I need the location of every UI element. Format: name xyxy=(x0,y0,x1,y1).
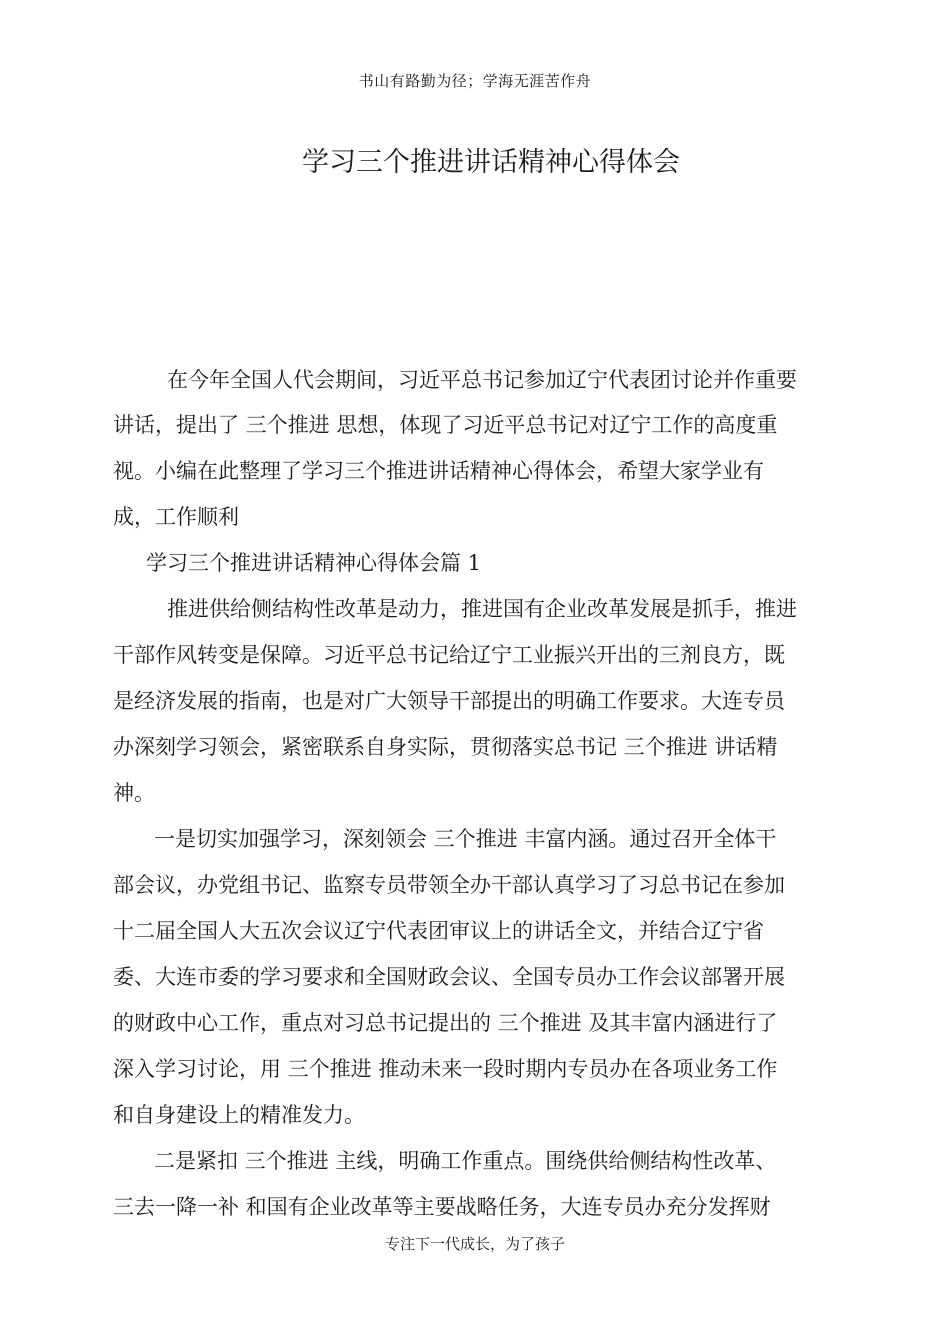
page-header-motto: 书山有路勤为径；学海无涯苦作舟 xyxy=(358,72,592,90)
body-line: 十二届全国人大五次会议辽宁代表团审议上的讲话全文，并结合辽宁省 xyxy=(113,919,764,943)
body-line: 一是切实加强学习，深刻领会 三个推进 丰富内涵。通过召开全体干 xyxy=(154,827,777,851)
body-line: 二是紧扣 三个推进 主线，明确工作重点。围绕供给侧结构性改革、 xyxy=(154,1149,777,1173)
body-line: 推进供给侧结构性改革是动力，推进国有企业改革发展是抓手，推进 xyxy=(167,597,797,621)
body-line: 的财政中心工作，重点对习总书记提出的 三个推进 及其丰富内涵进行了 xyxy=(113,1011,778,1035)
body-line: 干部作风转变是保障。习近平总书记给辽宁工业振兴开出的三剂良方，既 xyxy=(113,643,785,667)
document-title: 学习三个推进讲话精神心得体会 xyxy=(302,147,680,178)
body-line: 讲话，提出了 三个推进 思想，体现了习近平总书记对辽宁工作的高度重 xyxy=(113,413,778,437)
body-line: 成，工作顺利 xyxy=(113,505,239,529)
body-line: 深入学习讨论，用 三个推进 推动未来一段时期内专员办在各项业务工作 xyxy=(113,1057,778,1081)
body-line: 和自身建设上的精准发力。 xyxy=(113,1103,365,1127)
body-line: 在今年全国人代会期间，习近平总书记参加辽宁代表团讨论并作重要 xyxy=(167,368,797,392)
body-line: 是经济发展的指南，也是对广大领导干部提出的明确工作要求。大连专员 xyxy=(113,689,785,713)
body-line: 视。小编在此整理了学习三个推进讲话精神心得体会，希望大家学业有 xyxy=(113,459,764,483)
body-line: 办深刻学习领会，紧密联系自身实际，贯彻落实总书记 三个推进 讲话精 xyxy=(113,735,778,759)
page-footer-motto: 专注下一代成长，为了孩子 xyxy=(384,1235,565,1253)
body-line: 三去一降一补 和国有企业改革等主要战略任务，大连专员办充分发挥财 xyxy=(113,1195,771,1219)
body-line: 委、大连市委的学习要求和全国财政会议、全国专员办工作会议部署开展 xyxy=(113,965,785,989)
body-line: 神。 xyxy=(113,781,155,805)
body-line: 部会议，办党组书记、监察专员带领全办干部认真学习了习总书记在参加 xyxy=(113,873,785,897)
section-heading: 学习三个推进讲话精神心得体会篇 1 xyxy=(146,551,482,575)
